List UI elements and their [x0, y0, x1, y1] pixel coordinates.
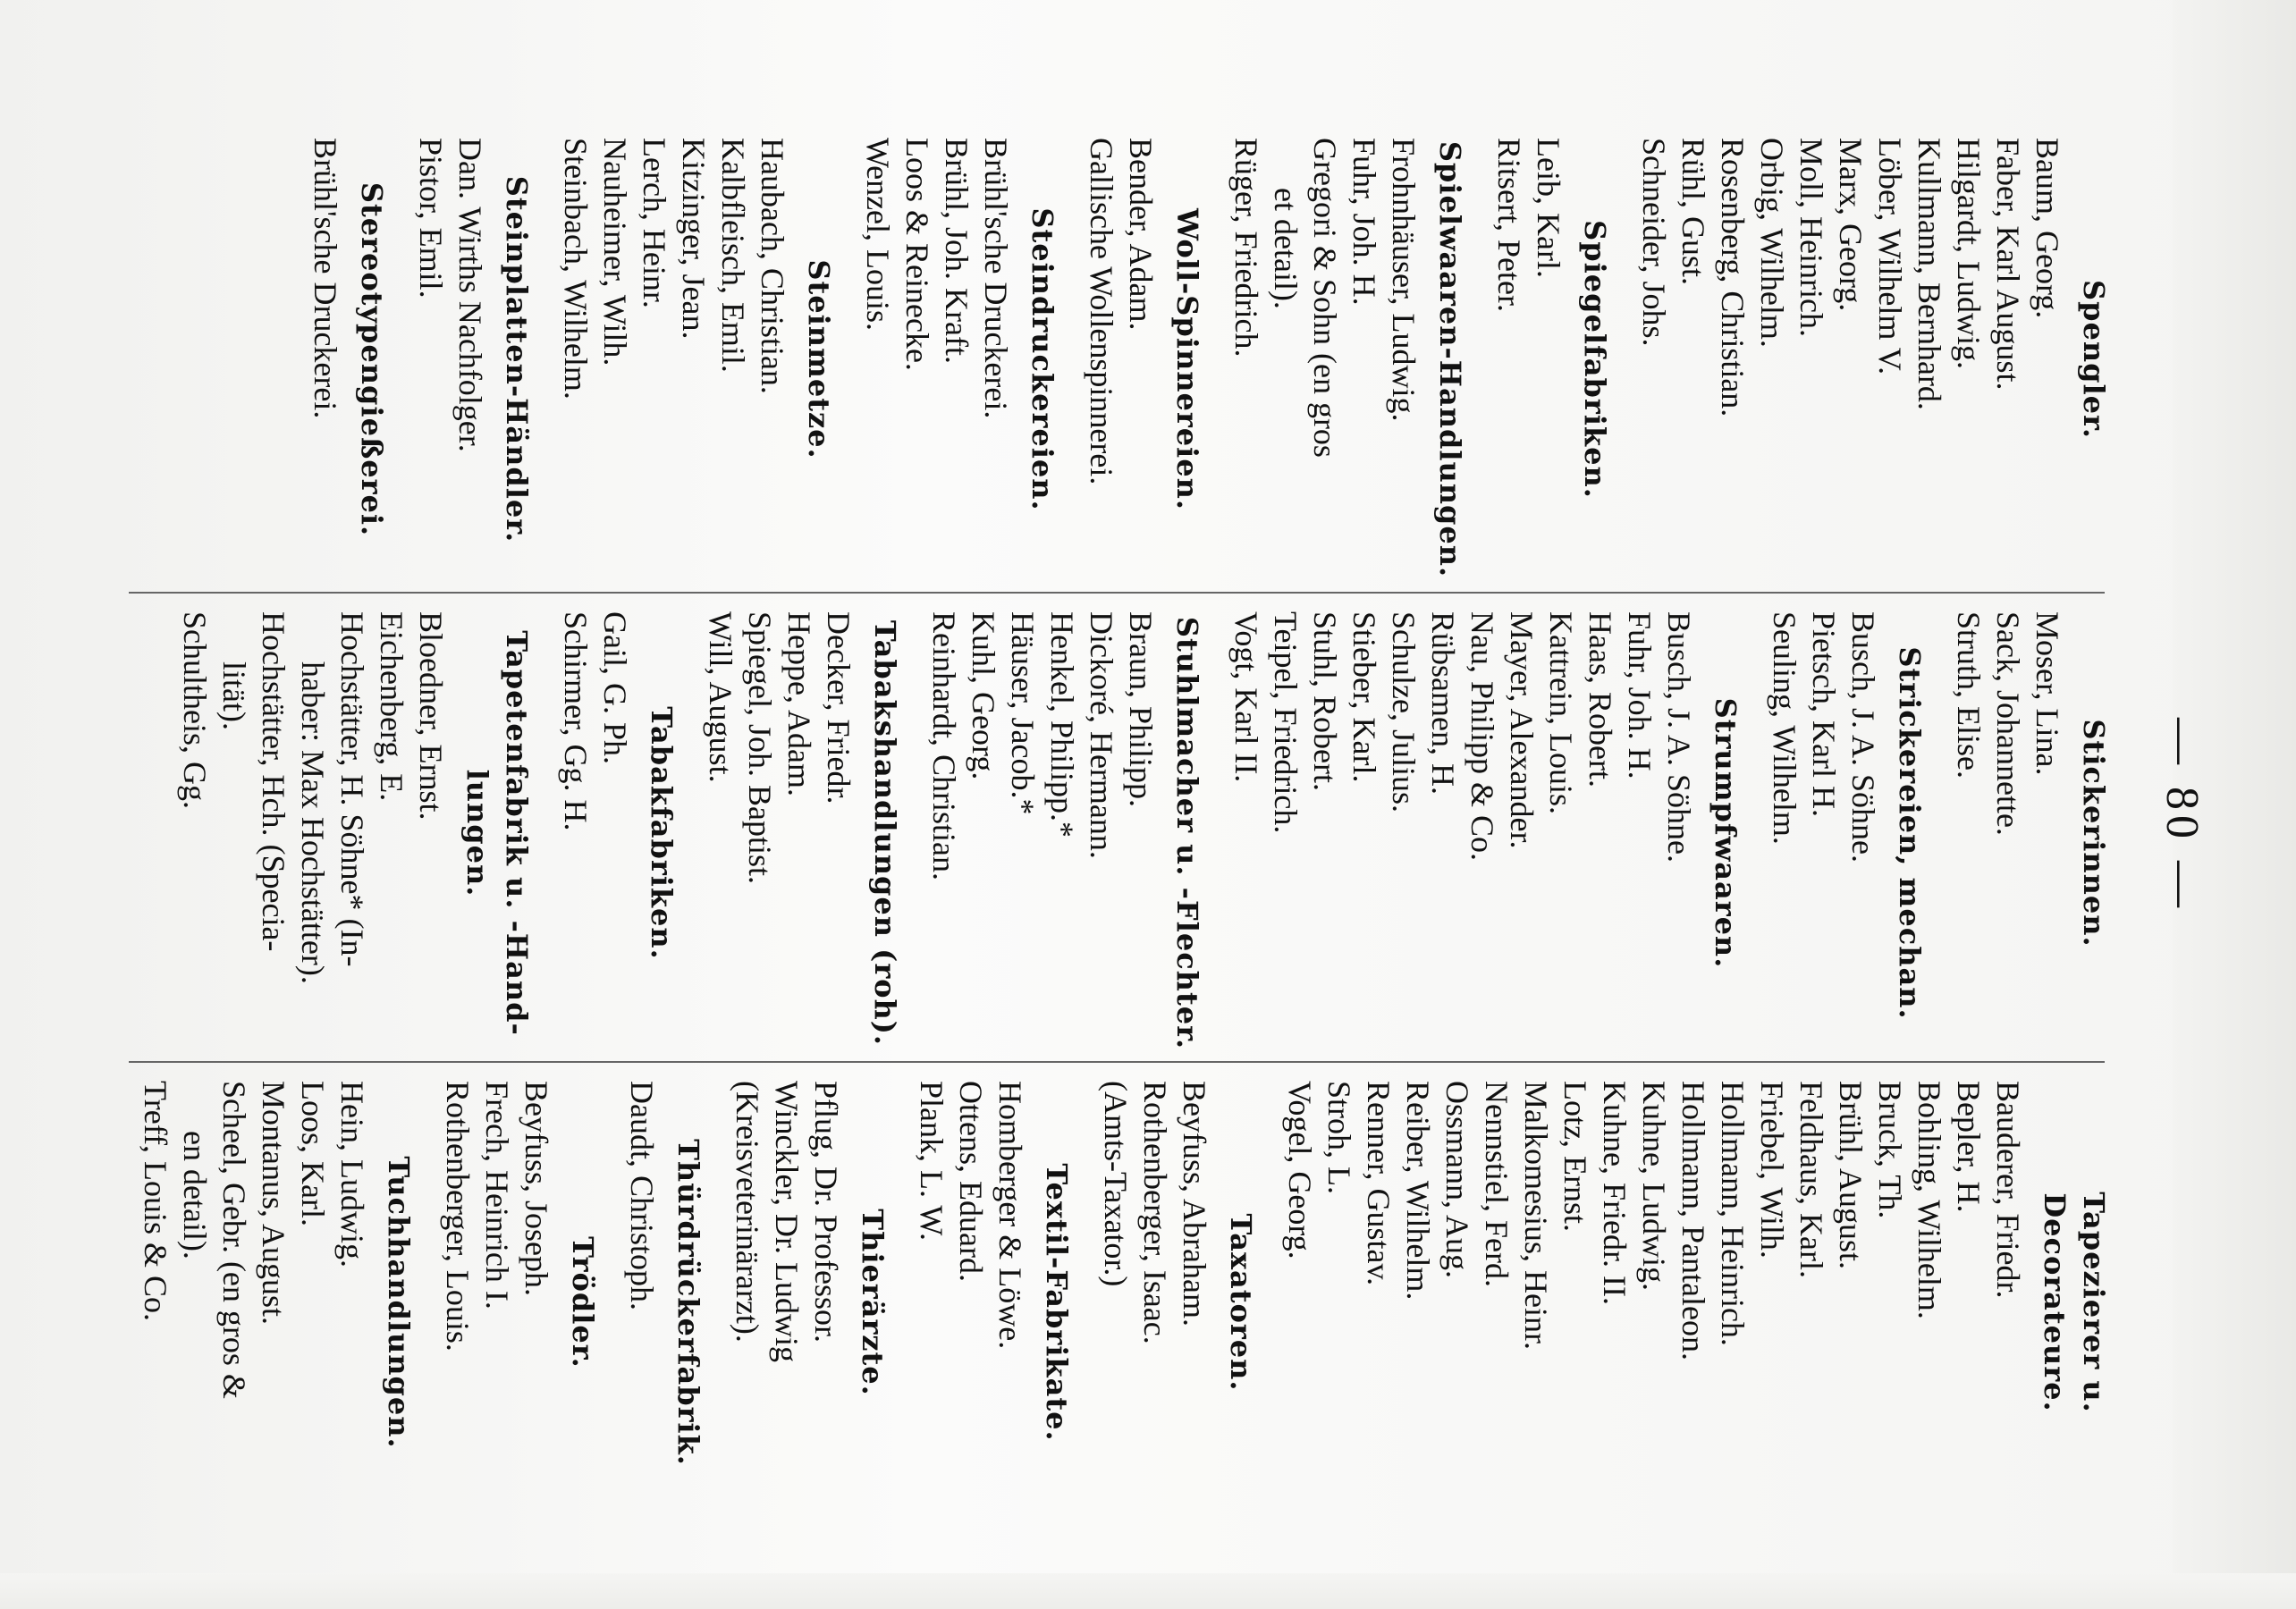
directory-entry: Brühl'sche Druckerei.: [308, 138, 343, 419]
directory-entry: Haas, Robert.: [1583, 611, 1618, 788]
section-heading: Tabakshandlungen (roh).: [868, 619, 902, 1047]
section-heading: Stuhlmacher u. -Flechter.: [1170, 616, 1204, 1050]
directory-entry: Scheel, Gebr. (en gros &: [216, 1081, 252, 1399]
trade-section: [1949, 610, 2114, 1057]
directory-entry: Pflug, Dr. Professor.: [808, 1081, 844, 1344]
directory-entry: Ottens, Eduard.: [953, 1081, 989, 1282]
directory-entry: Frohnhäuser, Ludwig.: [1386, 138, 1422, 422]
directory-entry: Brühl, Joh. Kraft.: [939, 138, 975, 364]
directory-entry: Homberger & Löwe.: [992, 1081, 1028, 1350]
directory-entry: Schneider, Johs.: [1636, 138, 1672, 347]
trade-section: [1280, 1079, 2114, 1526]
directory-entry: Will, August.: [703, 611, 739, 783]
directory-entry: Reiber, Wilhelm.: [1400, 1081, 1436, 1301]
directory-entry: (Amts-Taxator.): [1098, 1081, 1134, 1287]
trade-section: [1227, 610, 1745, 1057]
directory-entry: Hochstätter, Hch. (Specia-: [256, 611, 291, 952]
directory-entry: Bepler, H.: [1951, 1081, 1987, 1213]
trade-section: [924, 610, 1207, 1057]
scan-bottom-edge: [0, 1573, 2296, 1609]
directory-entry: Hollmann, Heinrich.: [1715, 1081, 1751, 1346]
directory-entry: Vogel, Georg.: [1282, 1081, 1318, 1259]
directory-entry: Busch, J. A. Söhne.: [1845, 611, 1881, 863]
directory-entry: Struth, Elise.: [1951, 611, 1987, 779]
section-heading: Strumpfwaaren.: [1709, 697, 1743, 969]
section-heading: Spengler.: [2077, 279, 2111, 440]
section-heading: Steinmetze.: [802, 259, 836, 459]
directory-entry: Dan. Wirths Nachfolger.: [452, 138, 488, 452]
directory-entry: Mayer, Alexander.: [1504, 611, 1540, 849]
directory-entry: en detail).: [177, 1131, 213, 1259]
directory-entry: Hilgardt, Ludwig.: [1951, 138, 1987, 369]
directory-entry: Gregori & Sohn (en gros: [1307, 138, 1343, 458]
directory-entry: Nennstiel, Ferd.: [1479, 1081, 1515, 1287]
directory-entry: Plank, L. W.: [914, 1081, 950, 1242]
directory-entry: Bloedner, Ernst.: [413, 611, 449, 821]
trade-section: [438, 1079, 603, 1526]
directory-entry: Gallische Wollenspinnerei.: [1084, 138, 1119, 485]
directory-entry: Bauderer, Friedr.: [1990, 1081, 2026, 1299]
directory-entry: Sack, Johannette.: [1990, 611, 2026, 836]
directory-entry: Lerch, Heinr.: [637, 138, 672, 308]
directory-entry: Haubach, Christian.: [755, 138, 790, 394]
directory-entry: Hollmann, Pantaleon.: [1676, 1081, 1711, 1360]
section-heading: Tapetenfabrik u. -Hand-lungen.: [460, 630, 534, 1036]
directory-entry: Rüger, Friedrich.: [1228, 138, 1264, 358]
directory-page: [93, 109, 2221, 1521]
trade-section: [912, 1079, 1076, 1526]
directory-entry: Heppe, Adam.: [781, 611, 817, 796]
directory-entry: Henkel, Philipp.*: [1044, 611, 1080, 838]
directory-entry: Reinhardt, Christian.: [926, 611, 962, 880]
trade-section: [306, 136, 392, 583]
section-heading: Stereotypengießerei.: [355, 181, 389, 537]
column-rule: [129, 592, 2105, 594]
directory-entry: Frech, Heinrich I.: [479, 1081, 515, 1310]
directory-entry: Beyfuss, Joseph.: [519, 1081, 554, 1296]
directory-entry: Beyfuss, Abraham.: [1177, 1081, 1212, 1327]
directory-entry: Brühl, August.: [1833, 1081, 1869, 1270]
directory-entry: Faber, Karl August.: [1990, 138, 2026, 391]
directory-entry: et detail).: [1268, 188, 1304, 309]
directory-entry: Winckler, Dr. Ludwig: [769, 1081, 805, 1363]
trade-section: [1490, 136, 1615, 583]
trade-section: [556, 136, 839, 583]
trade-section: [1096, 1079, 1261, 1526]
directory-entry: Fuhr, Joh. H.: [1622, 611, 1658, 779]
directory-entry: Renner, Gustav.: [1361, 1081, 1397, 1286]
directory-entry: Kitzinger, Jean.: [676, 138, 712, 340]
directory-entry: Lotz, Ernst.: [1557, 1081, 1593, 1232]
directory-entry: Rühl, Gust.: [1676, 138, 1711, 286]
directory-entry: Hein, Ludwig.: [334, 1081, 370, 1268]
directory-entry: Nau, Philipp & Co.: [1465, 611, 1500, 862]
section-heading: Tabakfabriken.: [645, 706, 679, 960]
directory-entry: Stuhl, Robert.: [1307, 611, 1343, 792]
section-heading: Steindruckereien.: [1026, 207, 1059, 511]
directory-entry: Vogt, Karl II.: [1228, 611, 1264, 783]
directory-entry: Malkomesius, Heinr.: [1518, 1081, 1554, 1350]
directory-entry: Seuling, Wilhelm.: [1767, 611, 1802, 845]
directory-entry: Hochstätter, H. Söhne* (In-: [334, 611, 370, 967]
section-heading: Steinplatten-Händler.: [500, 175, 534, 543]
directory-entry: Schultheis, Gg.: [177, 611, 213, 809]
directory-entry: Rothenberger, Isaac.: [1137, 1081, 1173, 1344]
trade-section: [175, 610, 536, 1057]
directory-entry: Schulze, Julius.: [1386, 611, 1422, 813]
directory-entry: Rosenberg, Christian.: [1715, 138, 1751, 417]
trade-section: [136, 1079, 418, 1526]
directory-entry: Pietsch, Karl H.: [1806, 611, 1842, 817]
trade-section: [1765, 610, 1929, 1057]
directory-entry: Teipel, Friedrich.: [1268, 611, 1304, 834]
directory-entry: Ossmann, Aug.: [1439, 1081, 1475, 1279]
section-heading: Spiegelfabriken.: [1578, 220, 1612, 499]
directory-entry: Nauheimer, Wilh.: [597, 138, 633, 366]
directory-entry: Eichenberg, E.: [374, 611, 409, 802]
section-heading: Spielwaaren-Handlungen.: [1433, 140, 1467, 578]
column-3: [111, 1079, 2114, 1526]
directory-entry: Rübsamen, H.: [1425, 611, 1461, 795]
directory-entry: Kuhne, Ludwig.: [1636, 1081, 1672, 1291]
section-heading: Woll-Spinnereien.: [1170, 208, 1204, 510]
trade-section: [411, 136, 536, 583]
trade-section: [622, 1079, 708, 1526]
directory-entry: Kattrein, Louis.: [1543, 611, 1579, 814]
trade-section: [701, 610, 905, 1057]
directory-entry: Moll, Heinrich.: [1794, 138, 1829, 337]
directory-entry: Rothenberger, Louis.: [440, 1081, 476, 1352]
directory-entry: Feldhaus, Karl.: [1794, 1081, 1829, 1278]
directory-entry: Kullmann, Bernhard.: [1912, 138, 1947, 410]
directory-entry: Moser, Lina.: [2030, 611, 2065, 776]
directory-entry: Busch, J. A. Söhne.: [1661, 611, 1697, 863]
directory-entry: Decker, Friedr.: [821, 611, 857, 804]
directory-entry: Wenzel, Louis.: [860, 138, 896, 332]
directory-entry: Braun, Philipp.: [1123, 611, 1159, 808]
section-heading: Thierärzte.: [856, 1209, 890, 1396]
directory-entry: Gail, G. Ph.: [597, 611, 633, 764]
directory-entry: Kalbfleisch, Emil.: [715, 138, 751, 373]
directory-entry: Brühl'sche Druckerei.: [978, 138, 1014, 419]
section-heading: Tuchhandlungen.: [382, 1156, 416, 1449]
directory-entry: Kuhne, Friedr. II.: [1597, 1081, 1633, 1305]
section-heading: Thürdrückerfabrik.: [671, 1139, 705, 1466]
directory-entry: Marx, Georg.: [1833, 138, 1869, 312]
column-rule: [129, 1061, 2105, 1063]
directory-entry: Kuhl, Georg.: [966, 611, 1001, 780]
directory-entry: Loos & Reinecke.: [899, 138, 935, 371]
directory-entry: Löber, Wilhelm V.: [1872, 138, 1908, 375]
section-heading: Taxatoren.: [1224, 1213, 1258, 1392]
directory-entry: Stroh, L.: [1321, 1081, 1357, 1195]
directory-entry: Ritsert, Peter.: [1491, 138, 1527, 312]
directory-entry: Häuser, Jacob.*: [1005, 611, 1041, 815]
trade-section: [728, 1079, 892, 1526]
section-heading: Trödler.: [566, 1236, 600, 1369]
section-heading: Strickereien, mechan.: [1893, 646, 1927, 1020]
section-heading: Tapezierer u. Decorateure.: [2038, 1192, 2111, 1413]
directory-entry: Daudt, Christoph.: [624, 1081, 660, 1310]
directory-entry: Bohling, Wilhelm.: [1912, 1081, 1947, 1319]
directory-entry: Dickoré, Hermann.: [1084, 611, 1119, 859]
directory-entry: Schirmer, Gg. H.: [558, 611, 594, 831]
trade-section: [1082, 136, 1207, 583]
trade-section: [1634, 136, 2114, 583]
directory-entry: Bruck, Th.: [1872, 1081, 1908, 1219]
trade-section: [556, 610, 681, 1057]
trade-section: [1227, 136, 1470, 583]
section-heading: Stickerinnen.: [2077, 719, 2111, 948]
directory-entry: Leib, Karl.: [1531, 138, 1566, 278]
directory-entry: Spiegel, Joh. Baptist.: [742, 611, 778, 884]
directory-entry: Fuhr, Joh. H.: [1346, 138, 1382, 306]
directory-entry: Stieber, Karl.: [1346, 611, 1382, 783]
directory-entry: Orbig, Wilhelm.: [1754, 138, 1790, 348]
page-number: — 80 —: [2157, 718, 2207, 913]
column-2: [111, 610, 2114, 1057]
directory-entry: Loos, Karl.: [295, 1081, 331, 1226]
directory-entry: Baum, Georg.: [2030, 138, 2065, 319]
section-heading: Textil-Fabrikate.: [1040, 1163, 1074, 1442]
directory-entry: Montanus, August.: [256, 1081, 291, 1326]
directory-entry: haber: Max Hochstätter).: [295, 661, 331, 984]
directory-entry: lität).: [216, 661, 252, 730]
directory-entry: Steinbach, Wilhelm.: [558, 138, 594, 400]
trade-section: [858, 136, 1062, 583]
directory-entry: Pistor, Emil.: [413, 138, 449, 299]
directory-entry: (Kreisveterinärarzt).: [730, 1081, 765, 1343]
directory-entry: Treff, Louis & Co.: [138, 1081, 173, 1322]
column-1: [111, 136, 2114, 583]
directory-entry: Bender, Adam.: [1123, 138, 1159, 331]
directory-entry: Friebel, Wilh.: [1754, 1081, 1790, 1259]
